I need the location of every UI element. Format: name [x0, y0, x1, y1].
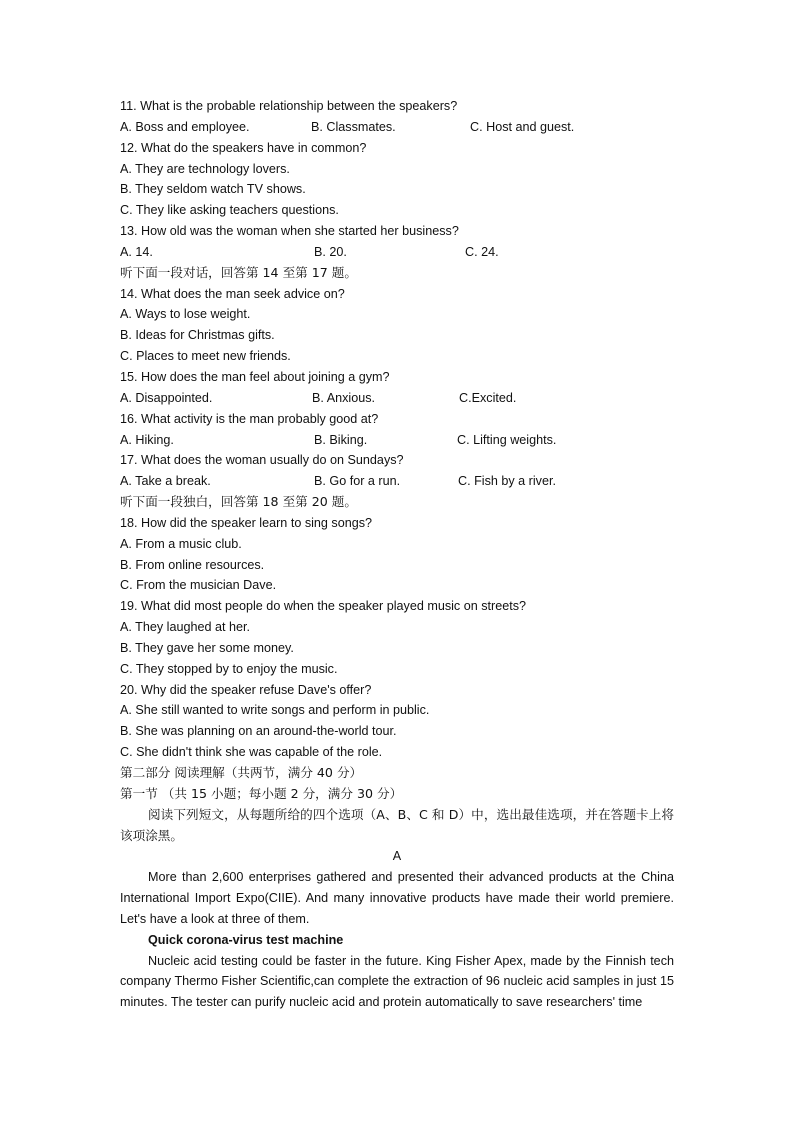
option-c: C. Fish by a river. — [458, 474, 556, 489]
options-11 — [120, 117, 674, 138]
option-c: C. They stopped by to enjoy the music. — [120, 661, 338, 676]
options-13 — [120, 242, 674, 263]
question-text: 14. What does the man seek advice on? — [120, 286, 345, 301]
question-18 — [120, 513, 674, 534]
listening-instruction: 听下面一段独白，回答第 18 至第 20 题。 — [120, 494, 357, 510]
option-b: B. Anxious. — [312, 390, 376, 405]
question-19 — [120, 596, 674, 617]
option-a: A. They laughed at her. — [120, 620, 250, 635]
question-15 — [120, 367, 674, 388]
option-a: A. From a music club. — [120, 536, 242, 551]
question-text: 18. How did the speaker learn to sing songs? — [120, 515, 373, 530]
option-a: A. She still wanted to write songs and perform in public. — [120, 703, 430, 718]
option-a: A. Ways to lose weight. — [120, 307, 251, 322]
question-14 — [120, 284, 674, 305]
option-a: A. Boss and employee. — [120, 119, 250, 134]
option-a: A. Hiking. — [120, 432, 174, 447]
option-b: B. They gave her some money. — [120, 640, 294, 655]
option-c: C. Places to meet new friends. — [120, 349, 291, 364]
passage-paragraph: More than 2,600 enterprises gathered and presented their advanced products at the China International Import Expo(CIIE). And many innovative products have made their world premiere. Let's have a look at three of them. — [120, 870, 674, 926]
passage-paragraph: Nucleic acid testing could be faster in the future. King Fisher Apex, made by the Finnish tech company Thermo Fisher Scientific,can complete the extraction of 96 nucleic acid samples in just 15 minutes. The tester can purify nucleic acid and protein automatically to save researchers' time — [120, 953, 674, 1010]
reading-directions: 阅读下列短文，从每题所给的四个选项（A、B、C 和 D）中，选出最佳选项，并在答题卡上将该项涂黑。 — [120, 806, 674, 843]
question-text: 15. How does the man feel about joining a gym? — [120, 369, 390, 384]
option-b: B. Biking. — [314, 432, 368, 447]
option-c: C.Excited. — [459, 390, 517, 405]
question-text: 19. What did most people do when the speaker played music on streets? — [120, 599, 527, 614]
option-b: B. Go for a run. — [314, 474, 401, 489]
question-text: 16. What activity is the man probably good at? — [120, 411, 379, 426]
question-text: 20. Why did the speaker refuse Dave's offer? — [120, 682, 372, 697]
question-13 — [120, 221, 674, 242]
option-a: A. They are technology lovers. — [120, 161, 290, 176]
option-c: C. From the musician Dave. — [120, 578, 277, 593]
question-text: 12. What do the speakers have in common? — [120, 140, 367, 155]
option-c: C. She didn't think she was capable of the role. — [120, 745, 383, 760]
option-a: A. Disappointed. — [120, 390, 213, 405]
question-20 — [120, 680, 674, 701]
question-text: 17. What does the woman usually do on Sundays? — [120, 453, 404, 468]
page-content — [120, 96, 674, 1013]
option-a: A. 14. — [120, 244, 153, 259]
option-b: B. She was planning on an around-the-world tour. — [120, 724, 397, 739]
option-c: C. Host and guest. — [470, 119, 575, 134]
listening-instruction: 听下面一段对话，回答第 14 至第 17 题。 — [120, 264, 357, 280]
passage-subheading: Quick corona-virus test machine — [148, 932, 344, 947]
part-heading: 第二部分 阅读理解（共两节，满分 40 分） — [120, 765, 363, 780]
option-b: B. They seldom watch TV shows. — [120, 182, 306, 197]
option-b: B. From online resources. — [120, 557, 265, 572]
options-15 — [120, 388, 674, 409]
question-12 — [120, 138, 674, 159]
option-b: B. Classmates. — [311, 119, 396, 134]
option-c: C. They like asking teachers questions. — [120, 203, 339, 218]
option-c: C. 24. — [465, 244, 499, 259]
section-heading: 第一节 （共 15 小题；每小题 2 分，满分 30 分） — [120, 785, 403, 801]
option-a: A. Take a break. — [120, 474, 211, 489]
options-16 — [120, 430, 674, 451]
passage-label: A — [392, 849, 402, 864]
option-c: C. Lifting weights. — [457, 432, 557, 447]
question-16 — [120, 409, 674, 430]
question-11 — [120, 96, 674, 117]
option-b: B. 20. — [314, 244, 347, 259]
question-text: 13. How old was the woman when she started her business? — [120, 224, 459, 239]
question-text: 11. What is the probable relationship between the speakers? — [120, 99, 458, 113]
option-b: B. Ideas for Christmas gifts. — [120, 328, 275, 343]
question-17 — [120, 450, 674, 471]
options-17 — [120, 471, 674, 492]
